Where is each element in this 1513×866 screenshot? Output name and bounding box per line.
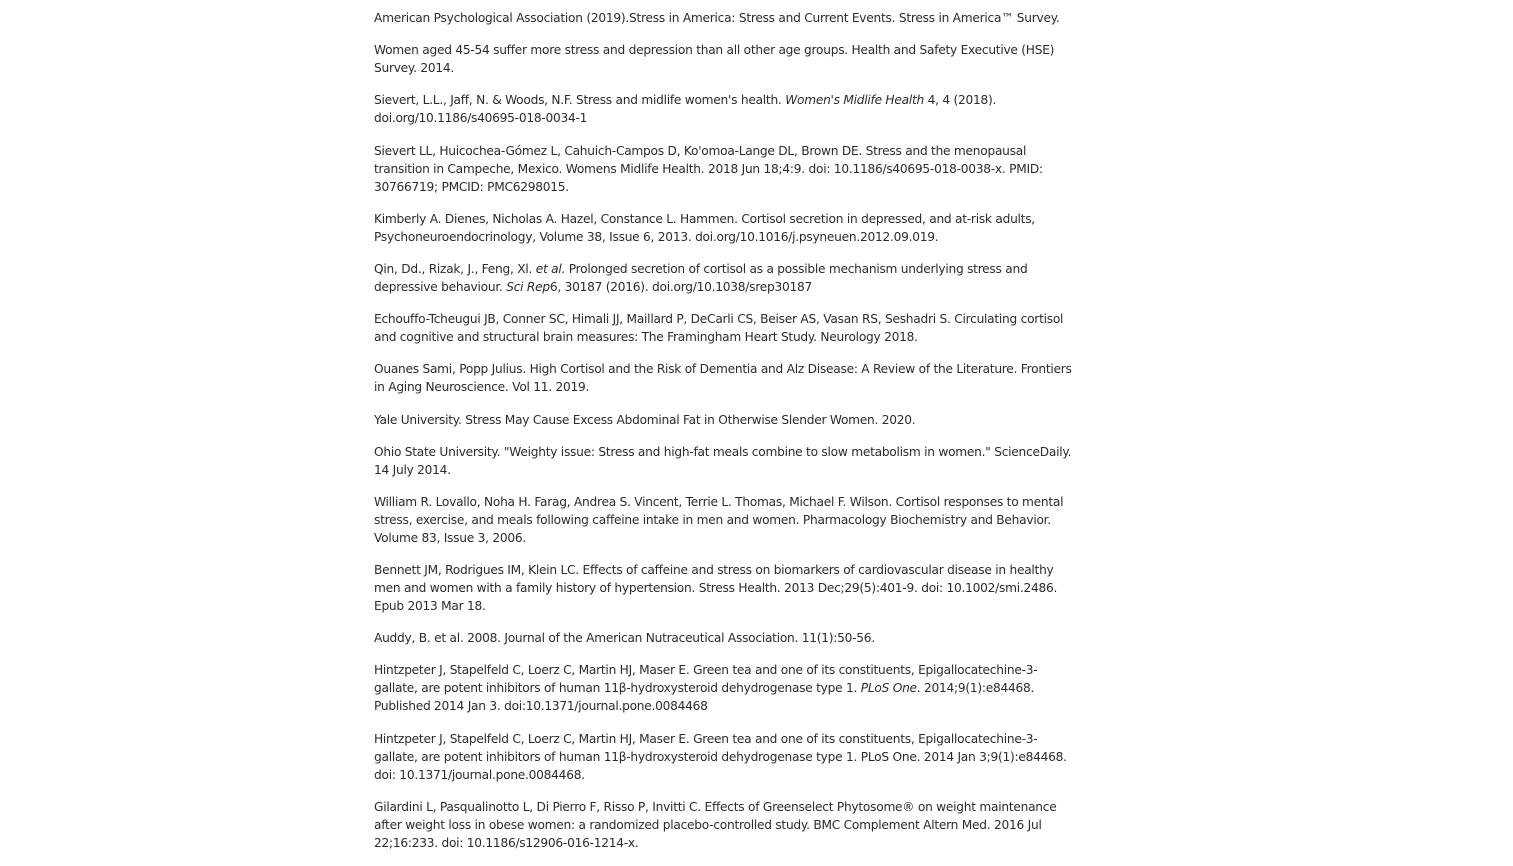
reference-text: Gilardini L, Pasqualinotto L, Di Pierro F, Risso P, Invitti C. Effects of Greenselect Phytosome® on weight maintenance after weight loss in obese women: a randomized placebo-controlled study. BMC Complement Altern Med. 2016 Jul 22;16:233. doi: 10.1186/s12906-016-1214-x.: [374, 799, 1057, 850]
reference-text: Prolonged secretion of cortisol as a possible mechanism underlying stress and depressive behaviour.: [374, 261, 1028, 294]
reference-item: [374, 360, 1074, 396]
reference-text: Sievert, L.L., Jaff, N. & Woods, N.F. Stress and midlife women's health.: [374, 93, 786, 108]
reference-item: [374, 41, 1074, 77]
reference-text: 6, 30187 (2016). doi.org/10.1038/srep30187: [549, 279, 812, 294]
reference-item: [374, 561, 1074, 615]
reference-text: Auddy, B. et al. 2008. Journal of the American Nutraceutical Association. 11(1):50-56.: [374, 631, 875, 646]
reference-text: . 2014;9(1):e84468. Published 2014 Jan 3. doi:10.1371/journal.pone.0084468: [374, 681, 1035, 714]
reference-item: [374, 142, 1074, 196]
reference-text: 4, 4 (2018). doi.org/10.1186/s40695-018-0034-1: [374, 93, 997, 126]
reference-item: [374, 493, 1074, 547]
reference-text: Bennett JM, Rodrigues IM, Klein LC. Effects of caffeine and stress on biomarkers of cardiovascular disease in healthy men and women with a family history of hypertension. Stress Health. 2013 Dec;29(5):401-9. doi: 10.1002/smi.2486. Epub 2013 Mar 18.: [374, 563, 1058, 614]
reference-item: [374, 310, 1074, 346]
reference-item: [374, 661, 1074, 715]
reference-item: [374, 443, 1074, 479]
reference-italic-text: Sci Rep: [506, 279, 550, 294]
reference-text: American Psychological Association (2019).Stress in America: Stress and Current Events. Stress in America™ Survey.: [374, 11, 1060, 25]
reference-item: [374, 798, 1074, 852]
reference-text: Echouffo-Tcheugui JB, Conner SC, Himali JJ, Maillard P, DeCarli CS, Beiser AS, Vasan RS, Seshadri S. Circulating cortisol and cognitive and structural brain measures: The Framingham Heart Study. Neurology 2018.: [374, 312, 1064, 345]
reference-list: [374, 9, 1074, 866]
reference-item: [374, 411, 1074, 429]
reference-text: Hintzpeter J, Stapelfeld C, Loerz C, Martin HJ, Maser E. Green tea and one of its constituents, Epigallocatechine-3-gallate, are potent inhibitors of human 11β-hydroxysteroid dehydrogenase type 1. PLoS One. 2014 Jan 3;9(1):e84468. doi: 10.1371/journal.pone.0084468.: [374, 731, 1067, 782]
reference-text: Hintzpeter J, Stapelfeld C, Loerz C, Martin HJ, Maser E. Green tea and one of its constituents, Epigallocatechine-3-gallate, are potent inhibitors of human 11β-hydroxysteroid dehydrogenase type 1.: [374, 663, 1038, 696]
reference-text: Qin, Dd., Rizak, J., Feng, Xl.: [374, 261, 536, 276]
reference-text: Ohio State University. "Weighty issue: Stress and high-fat meals combine to slow metabolism in women." ScienceDaily. 14 July 2014.: [374, 444, 1072, 477]
reference-text: Women aged 45-54 suffer more stress and depression than all other age groups. Health and Safety Executive (HSE) Survey. 2014.: [374, 43, 1055, 76]
reference-item: [374, 629, 1074, 647]
reference-text: Sievert LL, Huicochea-Gómez L, Cahuich-Campos D, Ko'omoa-Lange DL, Brown DE. Stress and the menopausal transition in Campeche, Mexico. Womens Midlife Health. 2018 Jun 18;4:9. doi: 10.1186/s40695-018-0038-x. PMID: 30766719; PMCID: PMC6298015.: [374, 143, 1043, 194]
reference-text: Ouanes Sami, Popp Julius. High Cortisol and the Risk of Dementia and Alz Disease: A Review of the Literature. Frontiers in Aging Neuroscience. Vol 11. 2019.: [374, 362, 1072, 395]
reference-item: [374, 9, 1074, 27]
reference-item: [374, 91, 1074, 127]
reference-item: [374, 210, 1074, 246]
reference-item: [374, 730, 1074, 784]
reference-text: Kimberly A. Dienes, Nicholas A. Hazel, Constance L. Hammen. Cortisol secretion in depressed, and at-risk adults, Psychoneuroendocrinology, Volume 38, Issue 6, 2013. doi.org/10.1016/j.psyneuen.2012.09.019.: [374, 211, 1035, 244]
reference-text: William R. Lovallo, Noha H. Farag, Andrea S. Vincent, Terrie L. Thomas, Michael F. Wilson. Cortisol responses to mental stress, exercise, and meals following caffeine intake in men and women. Pharmacology Biochemistry and Behavior. Volume 83, Issue 3, 2006.: [374, 494, 1064, 545]
reference-item: [374, 260, 1074, 296]
reference-italic-text: Women's Midlife Health: [785, 93, 924, 108]
reference-italic-text: PLoS One: [860, 681, 917, 696]
reference-italic-text: et al.: [535, 261, 566, 276]
reference-text: Yale University. Stress May Cause Excess Abdominal Fat in Otherwise Slender Women. 2020.: [374, 412, 916, 427]
